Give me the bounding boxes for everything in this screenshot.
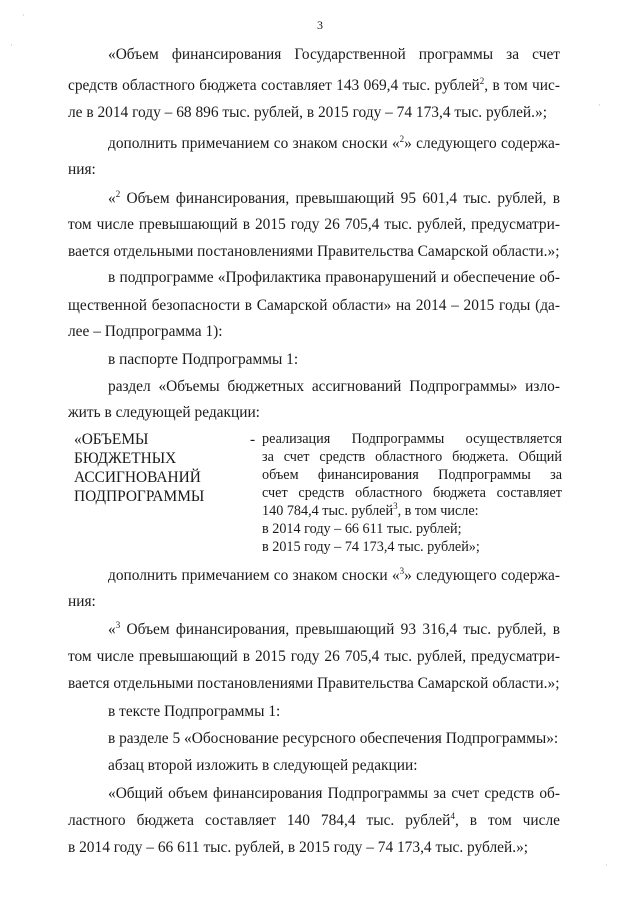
- text-line: ле в 2014 году – 68 896 тыс. рублей, в 2015 году – 74 173,4 тыс. рублей.»;: [68, 104, 547, 121]
- text-line: раздел «Объемы бюджетных ассигнований Подпрограммы» изло-: [108, 378, 560, 395]
- scan-mark: ·: [22, 10, 25, 20]
- table-dash: -: [250, 431, 256, 448]
- text-line: жить в следующей редакции:: [68, 404, 260, 421]
- text-line: ния:: [68, 593, 96, 610]
- table-label-line: БЮДЖЕТНЫХ: [74, 450, 177, 467]
- text-line: ния:: [68, 161, 96, 178]
- text-line: вается отдельными постановлениями Правительства Самарской области.»;: [68, 243, 560, 260]
- text-line: «Объем финансирования Государственной программы за счет: [108, 46, 560, 63]
- scan-mark: ·: [598, 100, 601, 110]
- text-line: в разделе 5 «Обоснование ресурсного обеспечения Подпрограммы»:: [108, 730, 559, 747]
- table-value-line: 140 784,4 тыс. рублей$^3$, в том числе:: [262, 501, 479, 519]
- text-line: «$^3$ Объем финансирования, превышающий 93 316,4 тыс. рублей, в: [108, 620, 560, 638]
- text-line: в подпрограмме «Профилактика правонарушений и обеспечение об-: [108, 269, 560, 286]
- text-line: в паспорте Подпрограммы 1:: [108, 351, 299, 368]
- text-line: том числе превышающий в 2015 году 26 705,4 тыс. рублей, предусматри-: [68, 648, 560, 665]
- table-value-line: за счет средств областного бюджета. Общий: [262, 449, 562, 465]
- text-line: абзац второй изложить в следующей редакции:: [108, 757, 418, 774]
- text-line: в тексте Подпрограммы 1:: [108, 703, 281, 720]
- table-value-line: в 2014 году – 66 611 тыс. рублей;: [262, 521, 462, 537]
- text-line: ластного бюджета составляет 140 784,4 тыс. рублей$^4$, в том числе: [68, 811, 560, 829]
- table-value-line: счет средств областного бюджета составляет: [262, 485, 562, 501]
- table-label-line: ПОДПРОГРАММЫ: [74, 488, 205, 505]
- scan-mark: ·: [605, 860, 608, 870]
- text-line: «Общий объем финансирования Подпрограммы за счет средств об-: [108, 785, 560, 802]
- text-line: вается отдельными постановлениями Правительства Самарской области.»;: [68, 675, 560, 692]
- text-line: дополнить примечанием со знаком сноски «$^3$» следующего содержа-: [108, 566, 561, 584]
- text-line: том числе превышающий в 2015 году 26 705,4 тыс. рублей, предусматри-: [68, 216, 560, 233]
- table-label-line: «ОБЪЕМЫ: [74, 431, 149, 448]
- scan-mark: ·: [10, 40, 13, 50]
- text-line: лее – Подпрограмма 1):: [68, 323, 223, 340]
- page-number: 3: [317, 18, 323, 32]
- table-label-line: АССИГНОВАНИЙ: [74, 469, 201, 486]
- table-value-line: объем финансирования Подпрограммы за: [262, 467, 562, 483]
- text-line: «$^2$ Объем финансирования, превышающий 95 601,4 тыс. рублей, в: [108, 189, 560, 207]
- table-value-line: в 2015 году – 74 173,4 тыс. рублей»;: [262, 539, 480, 555]
- text-line: в 2014 году – 66 611 тыс. рублей, в 2015 году – 74 173,4 тыс. рублей.»;: [68, 839, 529, 856]
- text-line: дополнить примечанием со знаком сноски «$^2$» следующего содержа-: [108, 134, 561, 152]
- text-line: щественной безопасности в Самарской области» на 2014 – 2015 годы (да-: [68, 297, 560, 314]
- text-line: средств областного бюджета составляет 143 069,4 тыс. рублей$^2$, в том чис-: [68, 76, 560, 94]
- table-value-line: реализация Подпрограммы осуществляется: [262, 431, 562, 447]
